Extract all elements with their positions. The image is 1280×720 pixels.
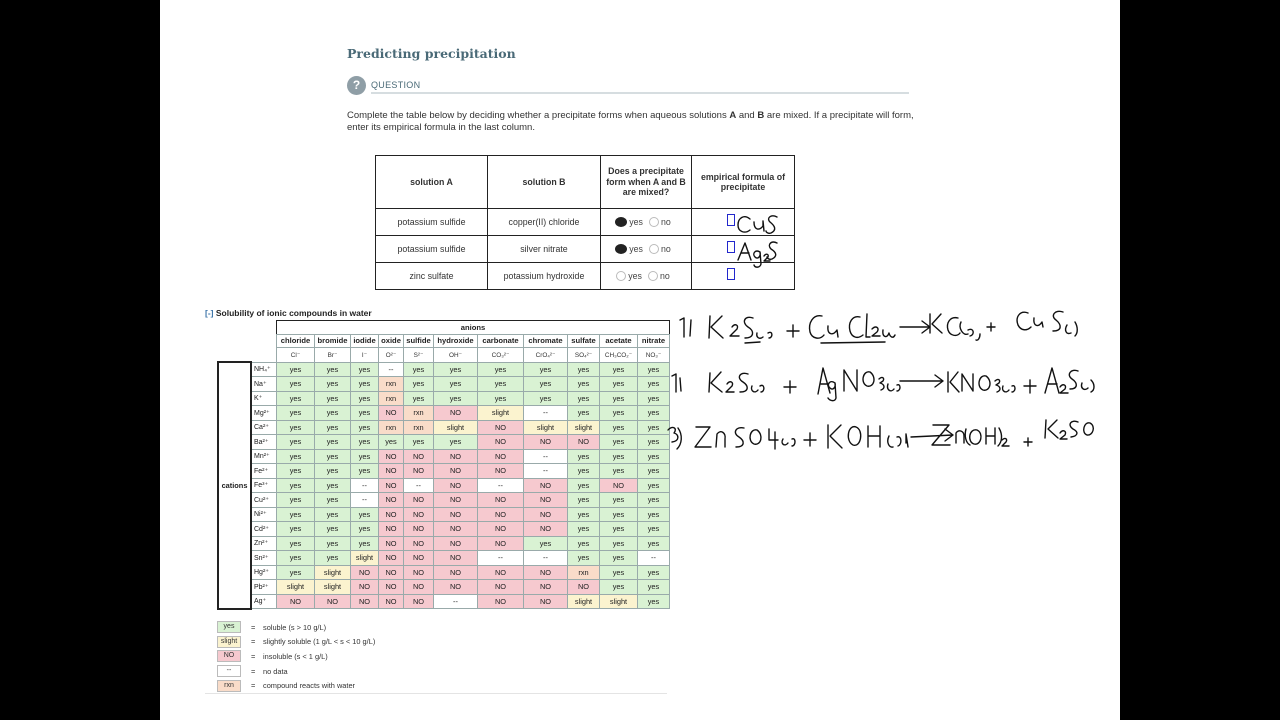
- solubility-cell: yes: [568, 507, 600, 522]
- anion-name: carbonate: [478, 334, 524, 348]
- solubility-cell: yes: [638, 580, 670, 595]
- prompt-bold-b: B: [757, 110, 765, 121]
- solubility-cell: yes: [315, 536, 351, 551]
- legend-key: slight: [217, 636, 241, 648]
- legend-equals: =: [251, 651, 256, 661]
- solubility-cell: NO: [404, 464, 434, 479]
- solubility-cell: NO: [478, 420, 524, 435]
- solubility-cell: NO: [568, 435, 600, 450]
- solubility-cell: yes: [351, 406, 379, 421]
- solubility-cell: yes: [277, 536, 315, 551]
- solubility-cell: yes: [404, 362, 434, 377]
- solubility-cell: NO: [524, 594, 568, 609]
- solubility-cell: NO: [351, 580, 379, 595]
- anion-name: oxide: [379, 334, 404, 348]
- solubility-cell: yes: [524, 377, 568, 392]
- solution-b-cell: potassium hydroxide: [488, 263, 601, 290]
- handwriting-cus: [738, 216, 777, 233]
- solubility-cell: slight: [277, 580, 315, 595]
- solubility-cell: NO: [434, 507, 478, 522]
- solubility-cell: yes: [600, 536, 638, 551]
- solubility-cell: slight: [315, 565, 351, 580]
- solubility-cell: yes: [600, 493, 638, 508]
- solubility-cell: slight: [600, 594, 638, 609]
- solution-a-cell: potassium sulfide: [376, 209, 488, 236]
- solubility-cell: yes: [600, 362, 638, 377]
- solubility-cell: --: [524, 551, 568, 566]
- solubility-cell: yes: [434, 377, 478, 392]
- solubility-cell: yes: [568, 449, 600, 464]
- anion-ion: NO₃⁻: [638, 348, 670, 363]
- solubility-cell: yes: [404, 391, 434, 406]
- anion-name: nitrate: [638, 334, 670, 348]
- solubility-cell: yes: [379, 435, 404, 450]
- handwriting-ag2s: [738, 242, 777, 267]
- solubility-cell: yes: [351, 391, 379, 406]
- anion-name: chloride: [277, 334, 315, 348]
- anion-name: chromate: [524, 334, 568, 348]
- solubility-cell: yes: [478, 377, 524, 392]
- solubility-cell: yes: [638, 565, 670, 580]
- solubility-cell: NO: [404, 449, 434, 464]
- solubility-cell: yes: [600, 420, 638, 435]
- solubility-cell: slight: [568, 594, 600, 609]
- solubility-cell: yes: [600, 435, 638, 450]
- yes-label: yes: [628, 270, 642, 281]
- solubility-cell: slight: [524, 420, 568, 435]
- solubility-cell: yes: [315, 406, 351, 421]
- solubility-cell: NO: [315, 594, 351, 609]
- solubility-cell: NO: [404, 580, 434, 595]
- legend-desc: compound reacts with water: [263, 681, 356, 691]
- anion-name: iodide: [351, 334, 379, 348]
- solubility-cell: NO: [478, 565, 524, 580]
- solubility-cell: yes: [351, 449, 379, 464]
- legend-key: NO: [217, 650, 241, 662]
- solubility-cell: yes: [315, 391, 351, 406]
- anion-name: sulfide: [404, 334, 434, 348]
- cation-ion: Zn²⁺: [251, 536, 277, 551]
- solubility-cell: slight: [315, 580, 351, 595]
- solubility-cell: yes: [600, 449, 638, 464]
- solubility-cell: NO: [478, 580, 524, 595]
- handwritten-equation-2: [672, 368, 1094, 401]
- solubility-cell: yes: [638, 522, 670, 537]
- cation-ion: Cu²⁺: [251, 493, 277, 508]
- solubility-cell: yes: [315, 464, 351, 479]
- solubility-cell: yes: [638, 464, 670, 479]
- solubility-cell: NO: [379, 449, 404, 464]
- solubility-cell: NO: [478, 536, 524, 551]
- legend-key: --: [217, 665, 241, 677]
- solubility-cell: --: [404, 478, 434, 493]
- solubility-cell: yes: [277, 420, 315, 435]
- solubility-cell: yes: [315, 478, 351, 493]
- solubility-cell: yes: [277, 565, 315, 580]
- solubility-cell: NO: [478, 435, 524, 450]
- solubility-cell: NO: [379, 493, 404, 508]
- solubility-cell: yes: [315, 551, 351, 566]
- solubility-cell: NO: [434, 580, 478, 595]
- anion-ion: I⁻: [351, 348, 379, 363]
- cation-ion: Ba²⁺: [251, 435, 277, 450]
- handwritten-equation-1: [680, 311, 1077, 343]
- solubility-cell: yes: [638, 435, 670, 450]
- worksheet-page: [160, 0, 1120, 720]
- solubility-cell: yes: [277, 493, 315, 508]
- solubility-cell: NO: [434, 449, 478, 464]
- solubility-cell: NO: [478, 522, 524, 537]
- solubility-cell: NO: [434, 551, 478, 566]
- solubility-cell: NO: [434, 464, 478, 479]
- solubility-cell: NO: [379, 522, 404, 537]
- solubility-cell: NO: [379, 580, 404, 595]
- legend-equals: =: [251, 622, 256, 632]
- solubility-cell: NO: [379, 507, 404, 522]
- solubility-cell: yes: [315, 507, 351, 522]
- solubility-cell: yes: [277, 507, 315, 522]
- anion-ion: CO₃²⁻: [478, 348, 524, 363]
- prompt-text-2: and: [736, 110, 758, 121]
- solubility-cell: yes: [351, 507, 379, 522]
- cation-ion: Ni²⁺: [251, 507, 277, 522]
- solubility-cell: NO: [524, 522, 568, 537]
- solubility-cell: yes: [524, 391, 568, 406]
- solution-b-cell: silver nitrate: [488, 236, 601, 263]
- collapse-toggle[interactable]: [-]: [205, 308, 214, 318]
- solubility-cell: NO: [478, 449, 524, 464]
- solubility-cell: yes: [638, 507, 670, 522]
- solubility-cell: --: [524, 406, 568, 421]
- solubility-cell: yes: [351, 362, 379, 377]
- solubility-cell: yes: [568, 536, 600, 551]
- cation-ion: Pb²⁺: [251, 580, 277, 595]
- solubility-cell: NO: [524, 478, 568, 493]
- solubility-cell: NO: [524, 435, 568, 450]
- cation-ion: K⁺: [251, 391, 277, 406]
- solubility-cell: NO: [524, 565, 568, 580]
- solubility-cell: yes: [638, 449, 670, 464]
- cation-ion: Mg²⁺: [251, 406, 277, 421]
- legend-desc: soluble (s > 10 g/L): [263, 622, 327, 632]
- cation-ion: Sn²⁺: [251, 551, 277, 566]
- anion-ion: Br⁻: [315, 348, 351, 363]
- solubility-cell: yes: [478, 362, 524, 377]
- solubility-cell: yes: [568, 391, 600, 406]
- question-help-icon[interactable]: ?: [347, 76, 366, 95]
- solubility-cell: NO: [478, 464, 524, 479]
- solubility-cell: yes: [277, 449, 315, 464]
- solubility-cell: yes: [315, 377, 351, 392]
- solubility-cell: yes: [638, 391, 670, 406]
- solubility-cell: yes: [315, 522, 351, 537]
- solubility-cell: --: [434, 594, 478, 609]
- legend-desc: slightly soluble (1 g/L < s < 10 g/L): [263, 637, 376, 647]
- solubility-cell: yes: [478, 391, 524, 406]
- anion-ion: OH⁻: [434, 348, 478, 363]
- anion-name: hydroxide: [434, 334, 478, 348]
- solubility-cell: yes: [568, 551, 600, 566]
- legend-equals: =: [251, 666, 256, 676]
- solubility-cell: NO: [478, 493, 524, 508]
- solubility-cell: yes: [568, 362, 600, 377]
- solubility-cell: NO: [404, 551, 434, 566]
- solubility-cell: yes: [434, 362, 478, 377]
- solubility-cell: yes: [568, 493, 600, 508]
- solubility-cell: yes: [351, 536, 379, 551]
- legend-desc: no data: [263, 666, 288, 676]
- solubility-cell: yes: [434, 391, 478, 406]
- solubility-cell: yes: [638, 377, 670, 392]
- solubility-cell: yes: [600, 406, 638, 421]
- cation-ion: Na⁺: [251, 377, 277, 392]
- solubility-cell: NO: [277, 594, 315, 609]
- solubility-cell: NO: [379, 551, 404, 566]
- no-label: no: [660, 216, 671, 227]
- solubility-cell: rxn: [404, 406, 434, 421]
- legend-equals: =: [251, 681, 256, 691]
- solubility-cell: yes: [524, 362, 568, 377]
- solubility-cell: rxn: [379, 377, 404, 392]
- solubility-cell: yes: [277, 406, 315, 421]
- solubility-cell: yes: [600, 580, 638, 595]
- solubility-cell: NO: [404, 536, 434, 551]
- solubility-cell: NO: [434, 406, 478, 421]
- solubility-cell: NO: [379, 478, 404, 493]
- solubility-cell: --: [524, 464, 568, 479]
- anion-ion: O²⁻: [379, 348, 404, 363]
- solubility-cell: rxn: [379, 420, 404, 435]
- header-solution-b: solution B: [488, 156, 601, 209]
- handwritten-equation-3: [668, 420, 1093, 449]
- solubility-cell: yes: [638, 478, 670, 493]
- cation-ion: Fe²⁺: [251, 464, 277, 479]
- solubility-cell: yes: [568, 522, 600, 537]
- prompt-bold-a: A: [729, 110, 737, 121]
- solubility-cell: yes: [434, 435, 478, 450]
- solubility-cell: NO: [379, 464, 404, 479]
- yes-label: yes: [629, 243, 643, 254]
- solubility-cell: NO: [404, 522, 434, 537]
- cation-ion: Ag⁺: [251, 594, 277, 609]
- legend-desc: insoluble (s < 1 g/L): [263, 651, 328, 661]
- solubility-cell: NO: [434, 478, 478, 493]
- legend-equals: =: [251, 637, 256, 647]
- solubility-cell: NO: [478, 507, 524, 522]
- prompt-text-3: are mixed. If a precipitate will form, enter its empirical formula in the last column.: [347, 110, 914, 133]
- solubility-cell: NO: [524, 507, 568, 522]
- solubility-cell: yes: [600, 464, 638, 479]
- solubility-cell: yes: [638, 362, 670, 377]
- solubility-cell: yes: [638, 406, 670, 421]
- anion-name: sulfate: [568, 334, 600, 348]
- solubility-cell: yes: [568, 464, 600, 479]
- solubility-cell: yes: [568, 406, 600, 421]
- solubility-cell: NO: [478, 594, 524, 609]
- solubility-cell: NO: [404, 507, 434, 522]
- solubility-cell: yes: [638, 493, 670, 508]
- solubility-cell: NO: [379, 565, 404, 580]
- solubility-cell: yes: [277, 391, 315, 406]
- handwriting-layer: [160, 0, 1120, 720]
- solubility-cell: yes: [404, 435, 434, 450]
- solubility-cell: yes: [277, 362, 315, 377]
- solubility-cell: yes: [351, 377, 379, 392]
- solubility-cell: slight: [351, 551, 379, 566]
- solubility-cell: yes: [404, 377, 434, 392]
- solubility-cell: yes: [351, 420, 379, 435]
- legend-key: yes: [217, 621, 241, 633]
- header-does-precipitate: Does a precipitate form when A and B are mixed?: [601, 156, 692, 209]
- anion-ion: S²⁻: [404, 348, 434, 363]
- anion-name: acetate: [600, 334, 638, 348]
- solubility-cell: --: [351, 493, 379, 508]
- header-solution-a: solution A: [376, 156, 488, 209]
- cation-ion: Ca²⁺: [251, 420, 277, 435]
- solubility-cell: yes: [638, 536, 670, 551]
- anion-ion: CH₃CO₂⁻: [600, 348, 638, 363]
- cation-ion: Hg²⁺: [251, 565, 277, 580]
- solubility-cell: NO: [379, 406, 404, 421]
- solubility-cell: yes: [351, 435, 379, 450]
- anion-name: bromide: [315, 334, 351, 348]
- solubility-cell: NO: [434, 493, 478, 508]
- solution-a-cell: potassium sulfide: [376, 236, 488, 263]
- solution-b-cell: copper(II) chloride: [488, 209, 601, 236]
- solubility-cell: slight: [568, 420, 600, 435]
- solubility-cell: NO: [600, 478, 638, 493]
- solubility-cell: NO: [404, 594, 434, 609]
- anion-ion: Cl⁻: [277, 348, 315, 363]
- no-label: no: [659, 270, 670, 281]
- solubility-cell: yes: [277, 464, 315, 479]
- yes-label: yes: [629, 216, 643, 227]
- solubility-cell: rxn: [404, 420, 434, 435]
- solubility-cell: yes: [568, 377, 600, 392]
- solubility-cell: NO: [524, 580, 568, 595]
- solubility-cell: yes: [315, 449, 351, 464]
- solubility-cell: NO: [351, 565, 379, 580]
- solution-a-cell: zinc sulfate: [376, 263, 488, 290]
- solubility-cell: --: [379, 362, 404, 377]
- solubility-cell: NO: [524, 493, 568, 508]
- solubility-cell: slight: [478, 406, 524, 421]
- legend-key: rxn: [217, 680, 241, 692]
- solubility-cell: yes: [568, 478, 600, 493]
- cation-ion: Fe³⁺: [251, 478, 277, 493]
- anions-label: anions: [277, 321, 670, 335]
- header-formula: empirical formula of precipitate: [692, 156, 795, 209]
- solubility-cell: --: [351, 478, 379, 493]
- solubility-cell: --: [524, 449, 568, 464]
- solubility-cell: yes: [277, 478, 315, 493]
- solubility-cell: yes: [315, 493, 351, 508]
- solubility-cell: yes: [638, 420, 670, 435]
- solubility-cell: yes: [600, 391, 638, 406]
- cation-ion: Mn²⁺: [251, 449, 277, 464]
- solubility-cell: yes: [600, 507, 638, 522]
- solubility-cell: yes: [315, 420, 351, 435]
- solubility-title-text: Solubility of ionic compounds in water: [215, 308, 372, 318]
- solubility-cell: NO: [404, 565, 434, 580]
- solubility-cell: slight: [434, 420, 478, 435]
- solubility-cell: rxn: [568, 565, 600, 580]
- solubility-cell: --: [638, 551, 670, 566]
- solubility-cell: yes: [600, 551, 638, 566]
- cation-ion: NH₄⁺: [251, 362, 277, 377]
- solubility-cell: NO: [434, 536, 478, 551]
- solubility-cell: yes: [600, 522, 638, 537]
- solubility-cell: yes: [524, 536, 568, 551]
- solubility-cell: NO: [379, 594, 404, 609]
- solubility-cell: rxn: [379, 391, 404, 406]
- solubility-cell: NO: [379, 536, 404, 551]
- no-label: no: [660, 243, 671, 254]
- solubility-cell: yes: [277, 435, 315, 450]
- solubility-cell: yes: [600, 377, 638, 392]
- solubility-cell: yes: [315, 435, 351, 450]
- solubility-cell: NO: [434, 522, 478, 537]
- cations-label: cations: [218, 362, 251, 609]
- solubility-cell: yes: [277, 551, 315, 566]
- anion-ion: CrO₄²⁻: [524, 348, 568, 363]
- solubility-cell: yes: [277, 377, 315, 392]
- solubility-cell: NO: [404, 493, 434, 508]
- solubility-cell: yes: [277, 522, 315, 537]
- solubility-cell: NO: [434, 565, 478, 580]
- anion-ion: SO₄²⁻: [568, 348, 600, 363]
- page-title: Predicting precipitation: [347, 46, 516, 61]
- solubility-cell: NO: [568, 580, 600, 595]
- prompt-text-1: Complete the table below by deciding whether a precipitate forms when aqueous solutions: [347, 110, 730, 121]
- solubility-cell: NO: [351, 594, 379, 609]
- cation-ion: Cd²⁺: [251, 522, 277, 537]
- solubility-cell: yes: [351, 464, 379, 479]
- solubility-cell: yes: [351, 522, 379, 537]
- solubility-cell: yes: [600, 565, 638, 580]
- question-label: QUESTION: [371, 80, 421, 90]
- solubility-cell: --: [478, 478, 524, 493]
- solubility-cell: --: [478, 551, 524, 566]
- solubility-cell: yes: [315, 362, 351, 377]
- solubility-cell: yes: [638, 594, 670, 609]
